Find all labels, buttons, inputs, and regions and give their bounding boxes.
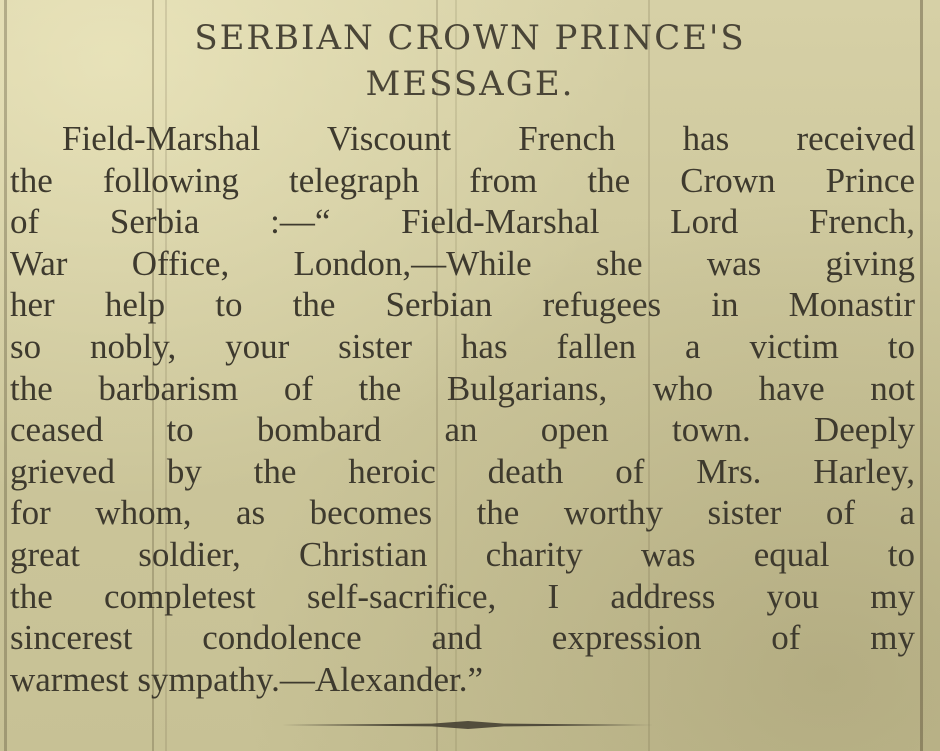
article-line: great soldier, Christian charity was equal to <box>10 534 915 574</box>
article-line: grieved by the heroic death of Mrs. Harley, <box>10 451 915 491</box>
article-line: of Serbia :—“ Field-Marshal Lord French, <box>10 202 915 242</box>
article-line: warmest sympathy.—Alexander.” <box>10 659 484 699</box>
scan-edge-left <box>4 0 7 751</box>
headline-line-1: SERBIAN CROWN PRINCE'S <box>194 18 746 58</box>
article-line: sincerest condolence and expression of my <box>10 618 915 658</box>
article-line: the barbarism of the Bulgarians, who have not <box>10 368 915 408</box>
article-body <box>10 118 915 700</box>
headline-line-2: MESSAGE. <box>365 64 575 104</box>
article-line: the following telegraph from the Crown Prince <box>10 160 915 200</box>
article-line: the completest self-sacrifice, I address you my <box>10 576 915 616</box>
scan-edge-right <box>920 0 923 751</box>
article-line: for whom, as becomes the worthy sister of a <box>10 493 915 533</box>
article-line: Field-Marshal Viscount French has received <box>62 119 915 158</box>
end-rule-divider <box>282 720 654 730</box>
article-line: War Office, London,—While she was giving <box>10 243 915 283</box>
article-line: her help to the Serbian refugees in Monastir <box>10 285 915 325</box>
article-line: ceased to bombard an open town. Deeply <box>10 410 915 450</box>
article-line: so nobly, your sister has fallen a victim to <box>10 326 915 366</box>
